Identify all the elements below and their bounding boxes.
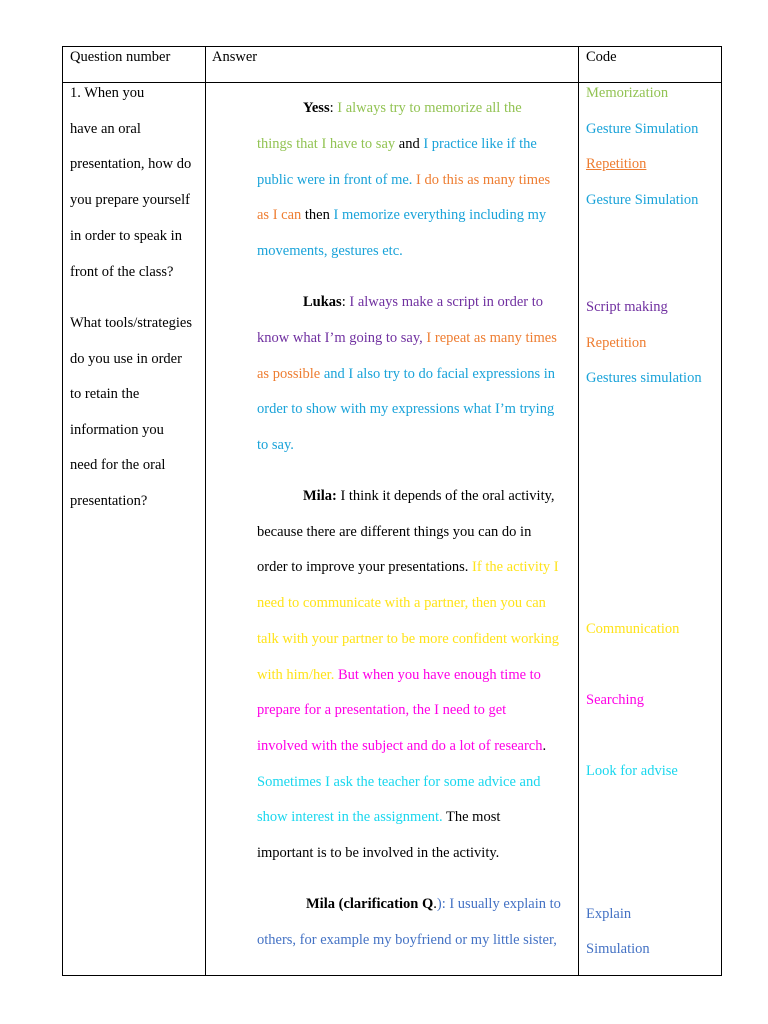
answer-segments [330, 100, 522, 116]
answer-segments [433, 896, 561, 912]
code-label: Communication [586, 621, 680, 637]
answer-segments [257, 401, 554, 417]
table-left-border [62, 46, 63, 976]
answer-text-segment: But when you have enough time to [334, 667, 541, 683]
speaker-name: Mila (clarification Q [306, 896, 434, 912]
code-label: Memorization [586, 85, 669, 101]
answer-text-segment: order to show with my expressions what I’m trying [257, 401, 555, 417]
code-label: Gesture Simulation [586, 121, 699, 137]
answer-line [257, 701, 506, 719]
answer-segments [257, 366, 555, 382]
answer-text-segment: I memorize everything including my [333, 207, 547, 223]
answer-text-segment: because there are different things you can do in [257, 524, 532, 540]
answer-text-segment: I do this as many times [412, 172, 551, 188]
answer-text-segment: talk with your partner to be more confident working [257, 631, 560, 647]
answer-text-segment: ): I usually explain to [436, 896, 561, 912]
question-line: information you [70, 422, 164, 438]
code-label: Searching [586, 692, 644, 708]
code-label: Repetition [586, 335, 647, 351]
question-line: need for the oral [70, 457, 166, 473]
answer-segments [257, 595, 546, 611]
answer-line [257, 808, 500, 826]
table-right-border [721, 46, 722, 976]
answer-text-segment: : [341, 294, 350, 310]
table-bottom-border [62, 975, 722, 976]
answer-text-segment: need to communicate with a partner, then you can [257, 595, 546, 611]
answer-text-segment: and [395, 136, 424, 152]
answer-segments [257, 136, 537, 152]
answer-text-segment: If the activity I [472, 559, 559, 575]
header-code: Code [586, 49, 617, 65]
answer-text-segment: . [433, 896, 437, 912]
answer-segments [257, 207, 546, 223]
answer-line [257, 630, 559, 648]
answer-line [257, 666, 541, 684]
code-label: Script making [586, 299, 668, 315]
answer-segments [257, 932, 557, 948]
answer-line [257, 171, 550, 189]
question-line: do you use in order [70, 351, 182, 367]
answer-line [257, 329, 557, 347]
answer-line [257, 365, 555, 383]
answer-segments [257, 774, 540, 790]
code-label: Gesture Simulation [586, 192, 699, 208]
code-label: Explain [586, 906, 632, 922]
question-line: What tools/strategies [70, 315, 193, 331]
answer-text-segment: others, for example my boyfriend or my little sister, [257, 932, 557, 948]
column-divider-answer [578, 46, 579, 976]
answer-line [257, 737, 546, 755]
question-line: have an oral [70, 121, 141, 137]
answer-line [306, 895, 561, 913]
answer-line [257, 931, 557, 949]
answer-text-segment: . [542, 738, 547, 754]
answer-segments [257, 524, 531, 540]
answer-segments [342, 294, 543, 310]
answer-line [257, 400, 554, 418]
answer-text-segment: I practice like if the [423, 136, 537, 152]
answer-text-segment: prepare for a presentation, the I need to get [257, 702, 507, 718]
answer-segments [257, 330, 557, 346]
answer-text-segment: to say. [257, 437, 294, 453]
answer-segments [257, 845, 499, 861]
answer-text-segment: show interest in the assignment. [257, 809, 443, 825]
speaker-name: Lukas [303, 294, 342, 310]
answer-text-segment: and I also try to do facial expressions in [320, 366, 555, 382]
answer-line [303, 293, 543, 311]
answer-line [257, 242, 403, 260]
answer-segments [257, 667, 541, 683]
answer-text-segment: public were in front of me. [257, 172, 413, 188]
question-line: you prepare yourself [70, 192, 190, 208]
answer-text-segment: movements, gestures etc. [257, 243, 403, 259]
answer-line [257, 594, 546, 612]
answer-text-segment: as possible [257, 366, 321, 382]
header-question-number: Question number [70, 49, 171, 65]
answer-text-segment: know what I’m going to say, [257, 330, 423, 346]
code-label: Simulation [586, 941, 650, 957]
answer-line [257, 436, 294, 454]
answer-text-segment: with him/her. [257, 667, 335, 683]
answer-text-segment: I think it depends of the oral activity, [336, 488, 555, 504]
answer-line [257, 206, 546, 224]
speaker-name: Yess [303, 100, 330, 116]
header-answer: Answer [212, 49, 258, 65]
answer-text-segment: then [301, 207, 334, 223]
header-row-divider [62, 82, 722, 83]
answer-line [257, 773, 540, 791]
answer-line [303, 487, 555, 505]
answer-text-segment: order to improve your presentations. [257, 559, 473, 575]
question-line: presentation? [70, 493, 148, 509]
answer-text-segment: important is to be involved in the activity. [257, 845, 500, 861]
question-line: 1. When you [70, 85, 145, 101]
answer-text-segment: things that I have to say [257, 136, 396, 152]
code-label: Look for advise [586, 763, 678, 779]
answer-text-segment: I always try to memorize all the [337, 100, 522, 116]
table-top-border [62, 46, 722, 47]
answer-segments [337, 488, 555, 504]
answer-line [257, 844, 499, 862]
answer-text-segment: : [329, 100, 338, 116]
answer-text-segment: Sometimes I ask the teacher for some advice and [257, 774, 541, 790]
answer-text-segment: as I can [257, 207, 302, 223]
code-label: Repetition [586, 156, 647, 172]
answer-segments [257, 172, 550, 188]
speaker-name: Mila: [303, 488, 337, 504]
answer-text-segment: I repeat as many times [422, 330, 557, 346]
answer-line [257, 558, 559, 576]
answer-segments [257, 559, 559, 575]
answer-segments [257, 702, 506, 718]
question-line: in order to speak in [70, 228, 182, 244]
answer-text-segment: The most [442, 809, 501, 825]
column-divider-question [205, 46, 206, 976]
answer-segments [257, 809, 500, 825]
answer-segments [257, 437, 294, 453]
answer-text-segment: I always make a script in order to [349, 294, 544, 310]
answer-text-segment: involved with the subject and do a lot of research [257, 738, 543, 754]
question-line: to retain the [70, 386, 140, 402]
answer-segments [257, 631, 559, 647]
answer-segments [257, 738, 546, 754]
answer-line [303, 99, 522, 117]
question-line: front of the class? [70, 264, 174, 280]
question-line: presentation, how do [70, 156, 192, 172]
code-label: Gestures simulation [586, 370, 702, 386]
answer-line [257, 523, 531, 541]
answer-segments [257, 243, 403, 259]
answer-line [257, 135, 537, 153]
